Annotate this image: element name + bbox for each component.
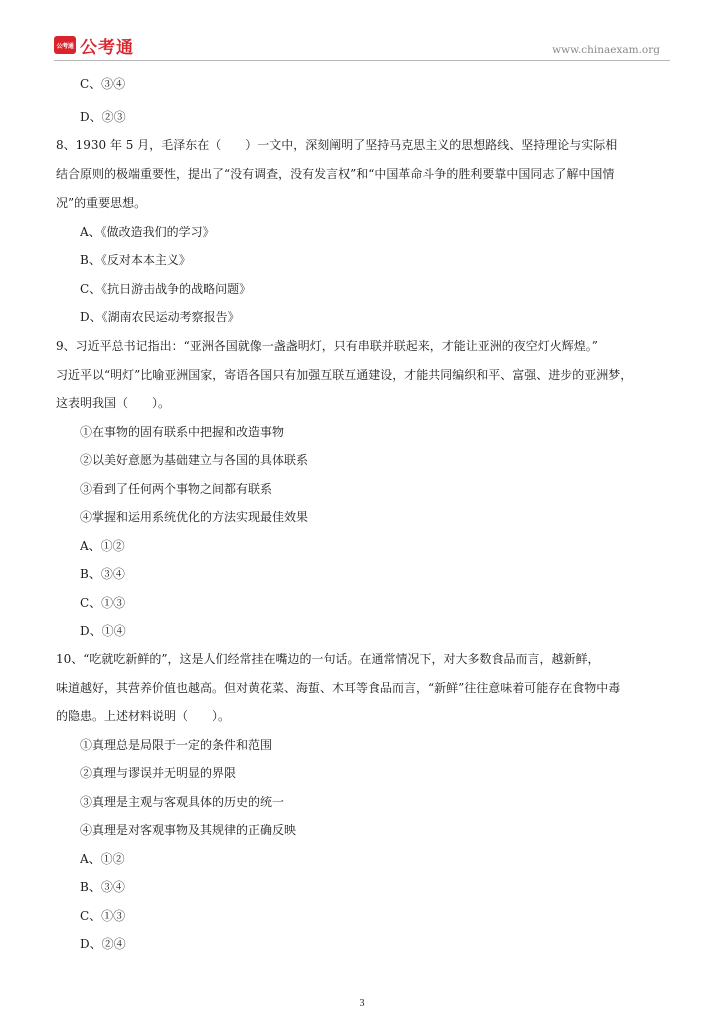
statement-line: ②以美好意愿为基础建立与各国的具体联系 [80,453,309,467]
option-line: A、①② [80,852,125,866]
question-9-stem: 9、习近平总书记指出：“亚洲各国就像一盏盏明灯，只有串联并联起来，才能让亚洲的夜空灯火辉煌。” [56,339,598,353]
logo-badge: 公考通 [54,36,76,54]
statement-line: ④真理是对客观事物及其规律的正确反映 [80,823,297,837]
option-line: C、①③ [80,909,126,923]
question-8-stem: 结合原则的极端重要性，提出了“没有调查，没有发言权”和“中国革命斗争的胜利要靠中国同志了解中国情 [56,167,615,181]
option-line: D、②④ [80,937,126,951]
page-header [0,0,724,62]
option-line: C、《抗日游击战争的战略问题》 [80,282,252,296]
logo-name: 公考通 [80,38,134,58]
page-number: 3 [359,998,365,1009]
option-line: B、③④ [80,880,125,894]
option-line: D、①④ [80,624,126,638]
statement-line: ④掌握和运用系统优化的方法实现最佳效果 [80,510,309,524]
header-divider [54,60,670,61]
option-line: A、①② [80,539,125,553]
question-8-stem: 况”的重要思想。 [56,196,147,210]
statement-line: ③真理是主观与客观具体的历史的统一 [80,795,285,809]
option-line: B、《反对本本主义》 [80,253,191,267]
option-line: C、①③ [80,596,126,610]
option-line: D、《湖南农民运动考察报告》 [80,310,240,324]
option-line: D、②③ [80,110,126,124]
question-10-stem: 10、“吃就吃新鲜的”，这是人们经常挂在嘴边的一句话。在通常情况下，对大多数食品而言，越新鲜， [56,652,600,666]
statement-line: ③看到了任何两个事物之间都有联系 [80,482,273,496]
statement-line: ②真理与谬误并无明显的界限 [80,766,237,780]
question-9-stem: 这表明我国（ ）。 [56,396,171,410]
question-10-stem: 味道越好，其营养价值也越高。但对黄花菜、海蜇、木耳等食品而言，“新鲜”往往意味着可能存在食物中毒 [56,681,621,695]
statement-line: ①在事物的固有联系中把握和改造事物 [80,425,285,439]
option-line: C、③④ [80,77,126,91]
site-url: www.chinaexam.org [552,44,660,56]
question-10-stem: 的隐患。上述材料说明（ ）。 [56,709,231,723]
option-line: A、《做改造我们的学习》 [80,225,215,239]
question-8-stem: 8、1930 年 5 月，毛泽东在（ ）一文中，深刻阐明了坚持马克思主义的思想路线、坚持理论与实际相 [56,138,618,152]
question-9-stem: 习近平以“明灯”比喻亚洲国家，寄语各国只有加强互联互通建设，才能共同编织和平、富强、进步的亚洲梦， [56,368,633,382]
option-line: B、③④ [80,567,125,581]
statement-line: ①真理总是局限于一定的条件和范围 [80,738,273,752]
